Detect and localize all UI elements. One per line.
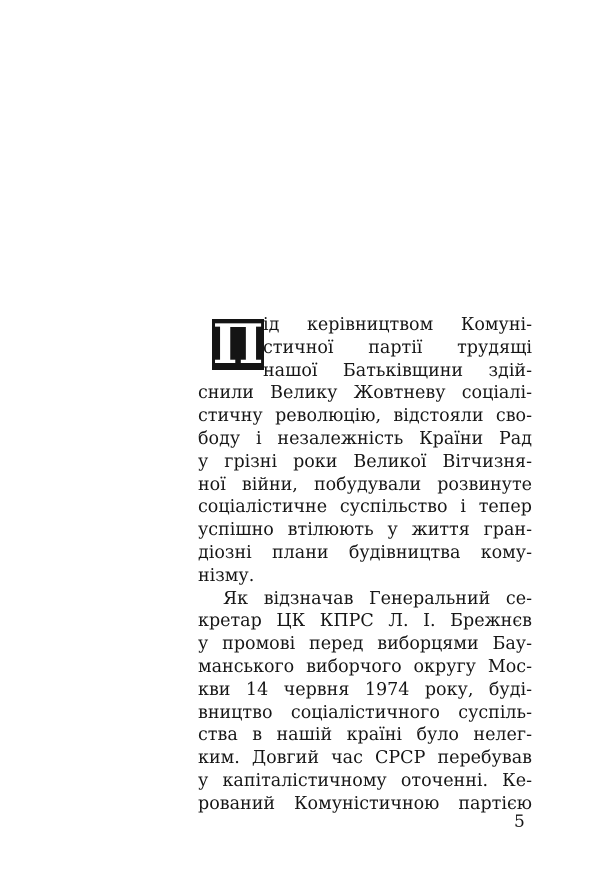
text-line: манського виборчого округу Мос- bbox=[198, 656, 532, 677]
body-text bbox=[198, 314, 532, 816]
text-line: діозні плани будівництва кому- bbox=[198, 542, 532, 563]
drop-cap-letter: П bbox=[212, 319, 264, 370]
text-line: у грізні роки Великої Вітчизня- bbox=[198, 451, 532, 472]
text-line: ної війни, побудували розвинуте bbox=[198, 474, 532, 495]
text-line: Як відзначав Генеральний се- bbox=[223, 588, 532, 609]
text-line: ід керівництвом Комуні- bbox=[263, 315, 532, 335]
text-line: боду і незалежність Країни Рад bbox=[198, 428, 532, 449]
text-line: рований Комуністичною партією bbox=[198, 793, 532, 814]
text-line: у капіталістичному оточенні. Ке- bbox=[198, 770, 532, 791]
text-line: нізму. bbox=[198, 565, 255, 586]
text-line: нашої Батьківщини здій- bbox=[263, 360, 532, 381]
text-line: у промові перед виборцями Бау- bbox=[198, 634, 532, 655]
text-line: кретар ЦК КПРС Л. І. Брежнєв bbox=[198, 611, 532, 632]
text-line: стичної партії трудящі bbox=[263, 337, 532, 358]
text-line: соціалістичне суспільство і тепер bbox=[198, 497, 532, 518]
page-number: 5 bbox=[514, 812, 525, 832]
text-line: снили Велику Жовтневу соціалі- bbox=[198, 383, 532, 404]
paragraph-1 bbox=[198, 314, 532, 588]
text-line: вництво соціалістичного суспіль- bbox=[198, 702, 532, 723]
paragraph-2 bbox=[198, 588, 532, 816]
text-line: ства в нашій країні було нелег- bbox=[198, 725, 532, 746]
text-line: ким. Довгий час СРСР перебував bbox=[198, 748, 532, 769]
text-line: кви 14 червня 1974 року, буді- bbox=[198, 679, 532, 700]
text-line: успішно втілюють у життя гран- bbox=[198, 520, 532, 541]
text-line: стичну революцію, відстояли сво- bbox=[198, 406, 532, 427]
